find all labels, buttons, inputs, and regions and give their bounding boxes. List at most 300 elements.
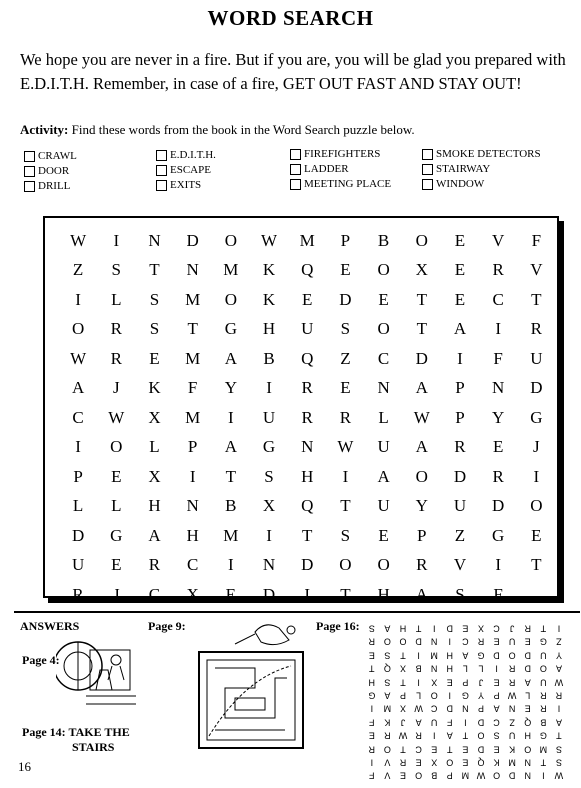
grid-letter[interactable]: A — [453, 319, 467, 339]
grid-letter[interactable]: E — [454, 230, 466, 250]
grid-letter[interactable]: R — [301, 407, 313, 427]
answer-grid-letter: I — [370, 757, 374, 768]
grid-letter[interactable]: U — [377, 437, 390, 457]
answer-grid-letter: E — [493, 677, 500, 688]
word-item-escape[interactable]: ESCAPE — [156, 164, 211, 176]
grid-letter[interactable]: U — [530, 348, 543, 368]
grid-letter[interactable]: T — [225, 466, 237, 486]
grid-letter[interactable]: Y — [224, 378, 237, 398]
answer-grid-letter: O — [415, 771, 423, 781]
grid-letter[interactable]: E — [149, 348, 160, 368]
answer-grid-letter: A — [555, 717, 562, 728]
grid-letter[interactable]: T — [416, 289, 427, 309]
grid-letter[interactable]: D — [71, 525, 85, 545]
answers-heading: ANSWERS — [20, 619, 80, 633]
answer-grid-letter: H — [399, 623, 407, 634]
checkbox-icon[interactable] — [422, 164, 433, 175]
answer-grid-letter: B — [415, 663, 422, 674]
word-item-crawl[interactable]: CRAWL — [24, 150, 77, 162]
grid-letter[interactable]: G — [110, 525, 123, 545]
grid-letter[interactable]: F — [531, 230, 542, 250]
grid-letter[interactable]: X — [186, 584, 199, 604]
answer-grid-letter: S — [493, 730, 500, 741]
grid-letter[interactable]: D — [301, 555, 314, 575]
grid-letter[interactable]: D — [415, 348, 428, 368]
answer-grid-letter: R — [555, 690, 563, 701]
grid-letter[interactable]: X — [415, 260, 428, 280]
grid-letter[interactable]: I — [533, 466, 540, 486]
grid-letter[interactable]: T — [340, 496, 351, 516]
answer-grid-letter: T — [540, 623, 547, 634]
answer-grid-letter: X — [477, 623, 484, 634]
answer-grid-letter: F — [369, 717, 375, 728]
page-number: 16 — [18, 759, 31, 774]
answer-grid-letter: W — [507, 690, 517, 701]
grid-letter[interactable]: C — [186, 555, 199, 575]
grid-letter[interactable]: R — [148, 555, 161, 575]
answer-grid-letter: S — [555, 757, 562, 768]
grid-letter[interactable]: I — [189, 466, 196, 486]
grid-letter[interactable]: A — [415, 437, 428, 457]
answer-grid-letter: D — [477, 717, 485, 728]
grid-letter[interactable]: T — [340, 584, 351, 604]
grid-letter[interactable]: O — [224, 289, 237, 309]
answer-grid-letter: O — [383, 637, 391, 648]
answer-grid-letter: U — [540, 650, 547, 661]
answer-grid-letter: E — [462, 623, 469, 634]
grid-letter[interactable]: I — [304, 584, 311, 604]
answer-grid-letter: F — [447, 717, 453, 728]
grid-letter[interactable]: C — [148, 584, 161, 604]
page9-maze — [195, 618, 310, 753]
answer-grid-letter: S — [384, 677, 391, 688]
grid-letter[interactable]: X — [148, 466, 161, 486]
grid-letter[interactable]: U — [71, 555, 85, 575]
answer-grid-letter: W — [554, 677, 564, 688]
grid-letter[interactable]: N — [262, 555, 276, 575]
answer-grid-letter: A — [493, 704, 500, 715]
answer-grid-letter: I — [417, 677, 420, 688]
answer-grid-letter: K — [493, 757, 500, 768]
grid-letter[interactable]: M — [299, 230, 315, 250]
answer-grid-letter: R — [508, 663, 516, 674]
checkbox-icon[interactable] — [290, 164, 301, 175]
grid-letter[interactable]: Z — [454, 525, 466, 545]
grid-letter[interactable]: Z — [340, 348, 351, 368]
grid-letter[interactable]: B — [263, 348, 275, 368]
grid-letter[interactable]: I — [457, 348, 463, 368]
page16-answer-grid — [364, 622, 567, 783]
answer-grid-letter: G — [461, 690, 469, 701]
answer-grid-letter: X — [431, 757, 438, 768]
grid-letter[interactable]: W — [70, 230, 87, 250]
word-item-exits[interactable]: EXITS — [156, 179, 201, 191]
answer-grid-letter: I — [432, 730, 436, 741]
grid-letter[interactable]: B — [377, 230, 390, 250]
answer-grid-letter: G — [477, 650, 485, 661]
grid-letter[interactable]: Y — [415, 496, 428, 516]
grid-letter[interactable]: P — [187, 437, 198, 457]
answer-grid-letter: T — [369, 663, 375, 674]
grid-letter[interactable]: E — [378, 289, 389, 309]
grid-letter[interactable]: W — [413, 407, 430, 427]
answer-grid-letter: I — [448, 690, 452, 701]
answer-grid-letter: N — [462, 704, 469, 715]
grid-letter[interactable]: O — [415, 466, 428, 486]
answer-grid-letter: B — [540, 717, 547, 728]
answer-grid-letter: T — [400, 650, 406, 661]
answer-grid-letter: Y — [555, 650, 562, 661]
grid-letter[interactable]: P — [455, 407, 465, 427]
answer-grid-letter: T — [415, 623, 422, 634]
activity-label: Activity: — [20, 122, 69, 137]
grid-letter[interactable]: A — [224, 437, 237, 457]
grid-letter[interactable]: O — [224, 230, 237, 250]
grid-letter[interactable]: I — [228, 555, 234, 575]
grid-letter[interactable]: I — [75, 289, 81, 309]
grid-letter[interactable]: D — [453, 466, 467, 486]
checkbox-icon[interactable] — [24, 151, 35, 162]
grid-letter[interactable]: W — [337, 437, 354, 457]
grid-letter[interactable]: T — [149, 260, 160, 280]
grid-letter[interactable]: E — [454, 260, 466, 280]
grid-letter[interactable]: I — [495, 319, 501, 339]
grid-letter[interactable]: I — [342, 466, 349, 486]
grid-letter[interactable]: E — [378, 525, 389, 545]
grid-letter[interactable]: P — [417, 525, 427, 545]
answer-grid-letter: E — [431, 744, 438, 755]
answer-grid-letter: A — [384, 623, 391, 634]
page14-answer: Page 14: TAKE THE STAIRS — [22, 725, 130, 754]
word-list — [24, 148, 574, 194]
grid-letter[interactable]: H — [148, 496, 161, 516]
grid-letter[interactable]: U — [377, 496, 390, 516]
grid-letter[interactable]: D — [262, 584, 276, 604]
grid-letter[interactable]: E — [340, 260, 351, 280]
grid-letter[interactable]: U — [262, 407, 276, 427]
answer-grid-letter: I — [464, 717, 467, 728]
checkbox-icon[interactable] — [24, 166, 35, 177]
grid-letter[interactable]: Z — [72, 260, 84, 280]
checkbox-icon[interactable] — [422, 149, 433, 160]
answer-grid-letter: D — [446, 704, 454, 715]
grid-letter[interactable]: I — [495, 555, 501, 575]
grid-letter[interactable]: O — [415, 230, 428, 250]
answer-grid-letter: E — [446, 677, 453, 688]
checkbox-icon[interactable] — [156, 180, 167, 191]
answer-grid-letter: Q — [477, 757, 485, 768]
grid-letter[interactable]: O — [377, 260, 390, 280]
answer-grid-letter: R — [540, 690, 547, 701]
grid-letter[interactable]: C — [377, 348, 390, 368]
grid-letter[interactable]: E — [302, 289, 313, 309]
grid-letter[interactable]: C — [492, 289, 504, 309]
answer-grid-letter: E — [493, 637, 500, 648]
answer-grid-letter: O — [524, 744, 532, 755]
grid-letter[interactable]: L — [72, 496, 84, 516]
checkbox-icon[interactable] — [290, 149, 301, 160]
grid-letter[interactable]: X — [262, 496, 276, 516]
grid-letter[interactable]: R — [110, 319, 122, 339]
grid-letter[interactable]: V — [492, 230, 505, 250]
answer-grid-letter: D — [524, 650, 531, 661]
grid-letter[interactable]: S — [149, 319, 160, 339]
answer-grid-letter: M — [430, 650, 438, 661]
grid-letter[interactable]: Y — [492, 407, 505, 427]
word-item-ladder[interactable]: LADDER — [290, 163, 349, 175]
grid-letter[interactable]: T — [187, 319, 198, 339]
grid-letter[interactable]: N — [492, 378, 505, 398]
grid-letter[interactable]: S — [111, 260, 122, 280]
answer-grid-letter: E — [462, 757, 469, 768]
answer-grid-letter: P — [477, 704, 484, 715]
answer-grid-letter: D — [415, 637, 422, 648]
answer-grid-letter: E — [368, 650, 375, 661]
grid-letter[interactable]: O — [110, 437, 123, 457]
grid-letter[interactable]: A — [224, 348, 237, 368]
grid-letter[interactable]: D — [186, 230, 199, 250]
grid-letter[interactable]: G — [262, 437, 276, 457]
grid-letter[interactable]: G — [530, 407, 543, 427]
grid-letter[interactable]: K — [262, 260, 276, 280]
grid-letter[interactable]: F — [187, 378, 198, 398]
grid-letter[interactable]: O — [377, 319, 390, 339]
page9-label: Page 9: — [148, 619, 186, 633]
grid-letter[interactable]: O — [377, 555, 390, 575]
answer-grid-letter: L — [462, 663, 468, 674]
page4-illustration — [56, 630, 146, 720]
answer-grid-letter: Q — [383, 663, 391, 674]
page4-label: Page 4: — [22, 653, 60, 667]
grid-letter[interactable]: T — [302, 525, 313, 545]
grid-letter[interactable]: N — [186, 260, 199, 280]
grid-letter[interactable]: W — [108, 407, 125, 427]
grid-letter[interactable]: L — [149, 437, 160, 457]
word-item-edith[interactable]: E.D.I.T.H. — [156, 149, 216, 161]
grid-letter[interactable]: I — [113, 230, 120, 250]
grid-letter[interactable]: R — [301, 378, 313, 398]
answer-grid-letter: T — [462, 730, 469, 741]
answer-grid-letter: I — [495, 663, 498, 674]
grid-letter[interactable]: R — [72, 584, 84, 604]
grid-letter[interactable]: O — [339, 555, 352, 575]
page16-label: Page 16: — [316, 619, 360, 633]
answer-grid-letter: R — [524, 623, 531, 634]
answer-grid-letter: A — [415, 717, 422, 728]
grid-letter[interactable]: E — [225, 584, 237, 604]
grid-letter[interactable]: T — [531, 289, 542, 309]
grid-letter[interactable]: V — [530, 260, 543, 280]
word-item-meeting-place[interactable]: MEETING PLACE — [290, 178, 391, 190]
word-item-smoke-detectors[interactable]: SMOKE DETECTORS — [422, 148, 541, 160]
grid-letter[interactable]: I — [266, 525, 272, 545]
grid-letter[interactable]: Q — [301, 348, 314, 368]
grid-letter[interactable]: M — [185, 348, 201, 368]
grid-letter[interactable]: O — [530, 496, 543, 516]
grid-letter[interactable]: E — [111, 466, 122, 486]
grid-letter[interactable]: H — [377, 584, 390, 604]
answer-grid-letter: S — [368, 623, 375, 634]
grid-letter[interactable]: R — [492, 260, 504, 280]
grid-letter[interactable]: G — [224, 319, 237, 339]
checkbox-icon[interactable] — [422, 179, 433, 190]
grid-letter[interactable]: M — [223, 260, 239, 280]
grid-letter[interactable]: R — [454, 437, 466, 457]
answer-grid-letter: R — [399, 757, 407, 768]
answer-grid-letter: S — [555, 744, 562, 755]
grid-letter[interactable]: I — [75, 437, 81, 457]
grid-letter[interactable]: A — [71, 378, 85, 398]
grid-letter[interactable]: E — [111, 555, 122, 575]
grid-letter[interactable]: A — [415, 584, 428, 604]
grid-letter[interactable]: A — [148, 525, 161, 545]
answer-grid-letter: J — [478, 677, 484, 688]
grid-letter[interactable]: E — [340, 378, 351, 398]
answer-grid-letter: E — [368, 730, 375, 741]
grid-letter[interactable]: F — [493, 348, 503, 368]
answer-grid-letter: O — [539, 663, 547, 674]
answer-grid-letter: E — [399, 771, 406, 781]
intro-paragraph: We hope you are never in a fire. But if you are, you will be glad you prepared with E.D.I.T.H. Remember, in case of a fire, GET OUT FAST AND STAY OUT! — [20, 50, 566, 93]
grid-letter[interactable]: P — [340, 230, 351, 250]
answer-grid-letter: B — [431, 771, 438, 781]
grid-letter[interactable]: N — [377, 378, 390, 398]
answer-grid-letter: H — [446, 650, 454, 661]
grid-letter[interactable]: L — [111, 289, 122, 309]
grid-letter[interactable]: V — [453, 555, 467, 575]
answer-grid-letter: A — [384, 690, 391, 701]
checkbox-icon[interactable] — [290, 179, 301, 190]
grid-letter[interactable]: H — [186, 525, 199, 545]
answer-grid-letter: T — [556, 730, 562, 741]
answer-grid-letter: X — [431, 677, 438, 688]
grid-letter[interactable]: K — [148, 378, 161, 398]
word-search-puzzle — [43, 216, 559, 604]
answer-grid-letter: K — [384, 717, 391, 728]
grid-letter[interactable]: U — [453, 496, 467, 516]
answer-grid-letter: W — [476, 771, 486, 781]
answer-grid-letter: H — [524, 730, 531, 741]
answer-grid-letter: V — [384, 771, 391, 781]
grid-letter[interactable]: X — [148, 407, 161, 427]
answer-grid-letter: R — [477, 637, 485, 648]
grid-letter[interactable]: E — [492, 437, 504, 457]
grid-letter[interactable]: B — [225, 496, 237, 516]
answer-grid-letter: X — [399, 663, 406, 674]
answer-grid-letter: Z — [556, 637, 562, 648]
answer-grid-letter: F — [369, 771, 375, 781]
word-item-drill[interactable]: DRILL — [24, 180, 70, 192]
grid-letter[interactable]: E — [454, 289, 466, 309]
answer-grid-letter: A — [555, 663, 562, 674]
answer-grid-letter: E — [415, 757, 422, 768]
answer-grid-letter: T — [540, 757, 547, 768]
checkbox-icon[interactable] — [156, 165, 167, 176]
answer-grid-letter: R — [415, 730, 422, 741]
answer-grid-letter: N — [430, 637, 438, 648]
grid-letter[interactable]: M — [223, 525, 239, 545]
grid-letter[interactable]: K — [262, 289, 276, 309]
grid-letter[interactable]: S — [149, 289, 160, 309]
answer-grid-letter: A — [446, 730, 453, 741]
grid-letter[interactable]: L — [378, 407, 389, 427]
grid-letter[interactable]: D — [339, 289, 352, 309]
grid-letter[interactable]: T — [416, 319, 427, 339]
word-item-firefighters[interactable]: FIREFIGHTERS — [290, 148, 380, 160]
grid-letter[interactable]: R — [530, 319, 543, 339]
grid-letter[interactable]: R — [416, 555, 428, 575]
grid-letter[interactable]: N — [148, 230, 161, 250]
grid-letter[interactable]: W — [261, 230, 278, 250]
grid-letter[interactable]: U — [301, 319, 314, 339]
grid-letter[interactable]: F — [493, 584, 503, 604]
grid-letter[interactable]: R — [492, 466, 504, 486]
checkbox-icon[interactable] — [24, 181, 35, 192]
grid-letter[interactable]: Q — [301, 260, 314, 280]
grid-letter[interactable]: S — [455, 584, 465, 604]
grid-letter[interactable]: J — [112, 584, 120, 604]
answer-grid-letter: M — [383, 704, 392, 715]
grid-letter[interactable]: J — [533, 437, 540, 457]
grid-letter[interactable]: A — [415, 378, 428, 398]
answer-grid-letter: O — [430, 690, 438, 701]
answer-grid-letter: O — [383, 744, 391, 755]
grid-letter[interactable]: L — [111, 496, 122, 516]
grid-letter[interactable]: O — [71, 319, 85, 339]
word-item-door[interactable]: DOOR — [24, 165, 69, 177]
grid-letter[interactable]: C — [72, 407, 84, 427]
grid-letter[interactable]: S — [264, 466, 274, 486]
grid-letter[interactable]: S — [340, 525, 351, 545]
answer-grid-letter: D — [508, 771, 516, 781]
grid-letter[interactable]: I — [266, 378, 272, 398]
grid-letter[interactable]: R — [110, 348, 122, 368]
answer-grid-letter: C — [462, 637, 469, 648]
answer-grid-letter: N — [508, 704, 516, 715]
answer-grid-letter: I — [557, 704, 561, 715]
word-item-stairway[interactable]: STAIRWAY — [422, 163, 490, 175]
grid-letter[interactable]: W — [70, 348, 87, 368]
grid-letter[interactable]: H — [301, 466, 314, 486]
grid-letter[interactable]: P — [455, 378, 465, 398]
grid-letter[interactable]: D — [492, 496, 505, 516]
grid-letter[interactable]: T — [531, 555, 542, 575]
answer-grid-letter: V — [384, 757, 391, 768]
grid-letter[interactable]: E — [531, 525, 542, 545]
checkbox-icon[interactable] — [156, 150, 167, 161]
grid-letter[interactable]: S — [340, 319, 351, 339]
answer-grid-letter: R — [508, 677, 516, 688]
grid-letter[interactable]: R — [339, 407, 352, 427]
answer-grid-letter: U — [540, 677, 547, 688]
grid-letter[interactable]: A — [377, 466, 390, 486]
grid-letter[interactable]: J — [112, 378, 120, 398]
grid-letter[interactable]: P — [73, 466, 83, 486]
answer-grid-letter: D — [477, 744, 485, 755]
grid-letter[interactable]: I — [228, 407, 234, 427]
grid-letter[interactable]: M — [185, 289, 201, 309]
grid-letter[interactable]: Q — [301, 496, 314, 516]
grid-letter[interactable]: N — [186, 496, 199, 516]
grid-letter[interactable]: G — [492, 525, 505, 545]
word-item-window[interactable]: WINDOW — [422, 178, 484, 190]
answer-grid-letter: D — [446, 623, 454, 634]
grid-letter[interactable]: H — [262, 319, 276, 339]
answer-grid-letter: T — [400, 677, 406, 688]
grid-letter[interactable]: N — [301, 437, 314, 457]
grid-letter[interactable]: M — [185, 407, 201, 427]
grid-letter[interactable]: D — [530, 378, 543, 398]
